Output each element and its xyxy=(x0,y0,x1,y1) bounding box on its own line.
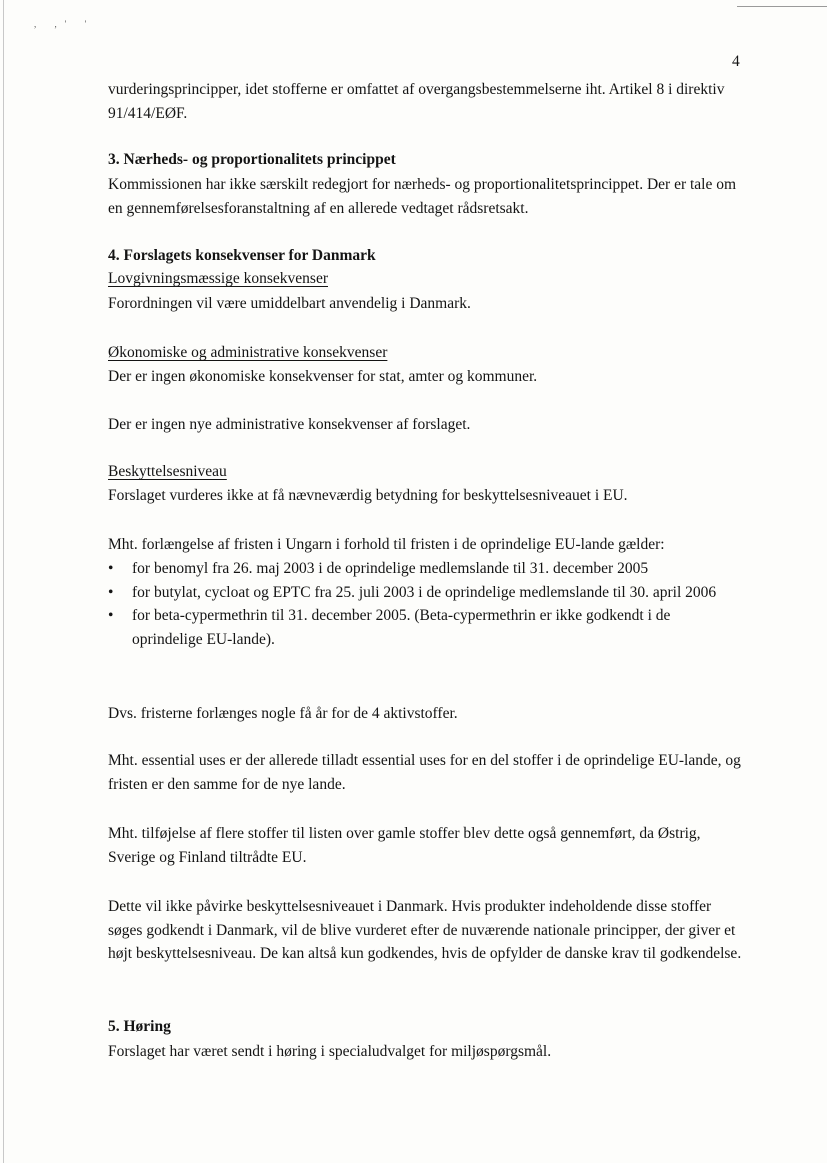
beskyttelse-subheading: Beskyttelsesniveau xyxy=(108,463,227,480)
frist-bullet-list xyxy=(108,557,734,651)
tilfoejelse-paragraph: Mht. tilføjelse af flere stoffer til listen over gamle stoffer blev dette også gennemført, da Østrig, Sverige og Finland tiltrådte EU. xyxy=(108,825,701,866)
oekonomiske-body: Der er ingen økonomiske konsekvenser for stat, amter og kommuner. xyxy=(108,368,538,385)
administrative-body: Der er ingen nye administrative konsekvenser af forslaget. xyxy=(108,416,471,433)
paavirke-paragraph: Dette vil ikke påvirke beskyttelsesniveauet i Danmark. Hvis produkter indeholdende disse stoffer søges godkendt i Danmark, vil de blive vurderet efter de nuværende nationale principper, der giver et højt beskyttelsesniveau. De kan altså kun godkendes, hvis de opfylder de danske krav til godkendelse. xyxy=(108,898,742,962)
beskyttelse-body: Forslaget vurderes ikke at få nævneværdig betydning for beskyttelsesniveauet i EU. xyxy=(108,487,628,504)
list-item: • for benomyl fra 26. maj 2003 i de oprindelige medlemslande til 31. december 2005 xyxy=(108,557,734,581)
essential-uses-paragraph: Mht. essential uses er der allerede tilladt essential uses for en del stoffer i de oprindelige EU-lande, og fristen er den samme for de nye lande. xyxy=(108,752,741,793)
scan-edge-left xyxy=(3,0,4,1163)
section-4-heading: 4. Forslagets konsekvenser for Danmark xyxy=(108,247,376,264)
scan-marks: , ,' ' xyxy=(34,19,95,29)
page-number: 4 xyxy=(732,53,740,70)
lovgivning-body: Forordningen vil være umiddelbart anvendelig i Danmark. xyxy=(108,295,471,312)
list-item: • for butylat, cycloat og EPTC fra 25. juli 2003 i de oprindelige medlemslande til 30. april 2006 xyxy=(108,581,734,605)
section-3-body: Kommissionen har ikke særskilt redegjort for nærheds- og proportionalitetsprincippet. Der er tale om en gennemførelsesforanstaltning af en allerede vedtaget rådsretsakt. xyxy=(108,176,737,217)
section-3-heading: 3. Nærheds- og proportionalitets princippet xyxy=(108,151,396,168)
dvs-paragraph: Dvs. fristerne forlænges nogle få år for de 4 aktivstoffer. xyxy=(108,705,458,722)
frist-intro: Mht. forlængelse af fristen i Ungarn i forhold til fristen i de oprindelige EU-lande gælder: xyxy=(108,536,665,553)
oekonomiske-subheading: Økonomiske og administrative konsekvenser xyxy=(108,344,388,361)
list-item: • for beta-cypermethrin til 31. december 2005. (Beta-cypermethrin er ikke godkendt i de oprindelige EU-lande). xyxy=(108,604,734,651)
lovgivning-subheading: Lovgivningsmæssige konsekvenser xyxy=(108,270,328,287)
intro-paragraph: vurderingsprincipper, idet stofferne er omfattet af overgangsbestemmelserne iht. Artikel 8 i direktiv 91/414/EØF. xyxy=(108,81,725,122)
section-5-body: Forslaget har været sendt i høring i specialudvalget for miljøspørgsmål. xyxy=(108,1043,552,1060)
section-5-heading: 5. Høring xyxy=(108,1018,171,1035)
scan-edge-top xyxy=(737,6,827,7)
